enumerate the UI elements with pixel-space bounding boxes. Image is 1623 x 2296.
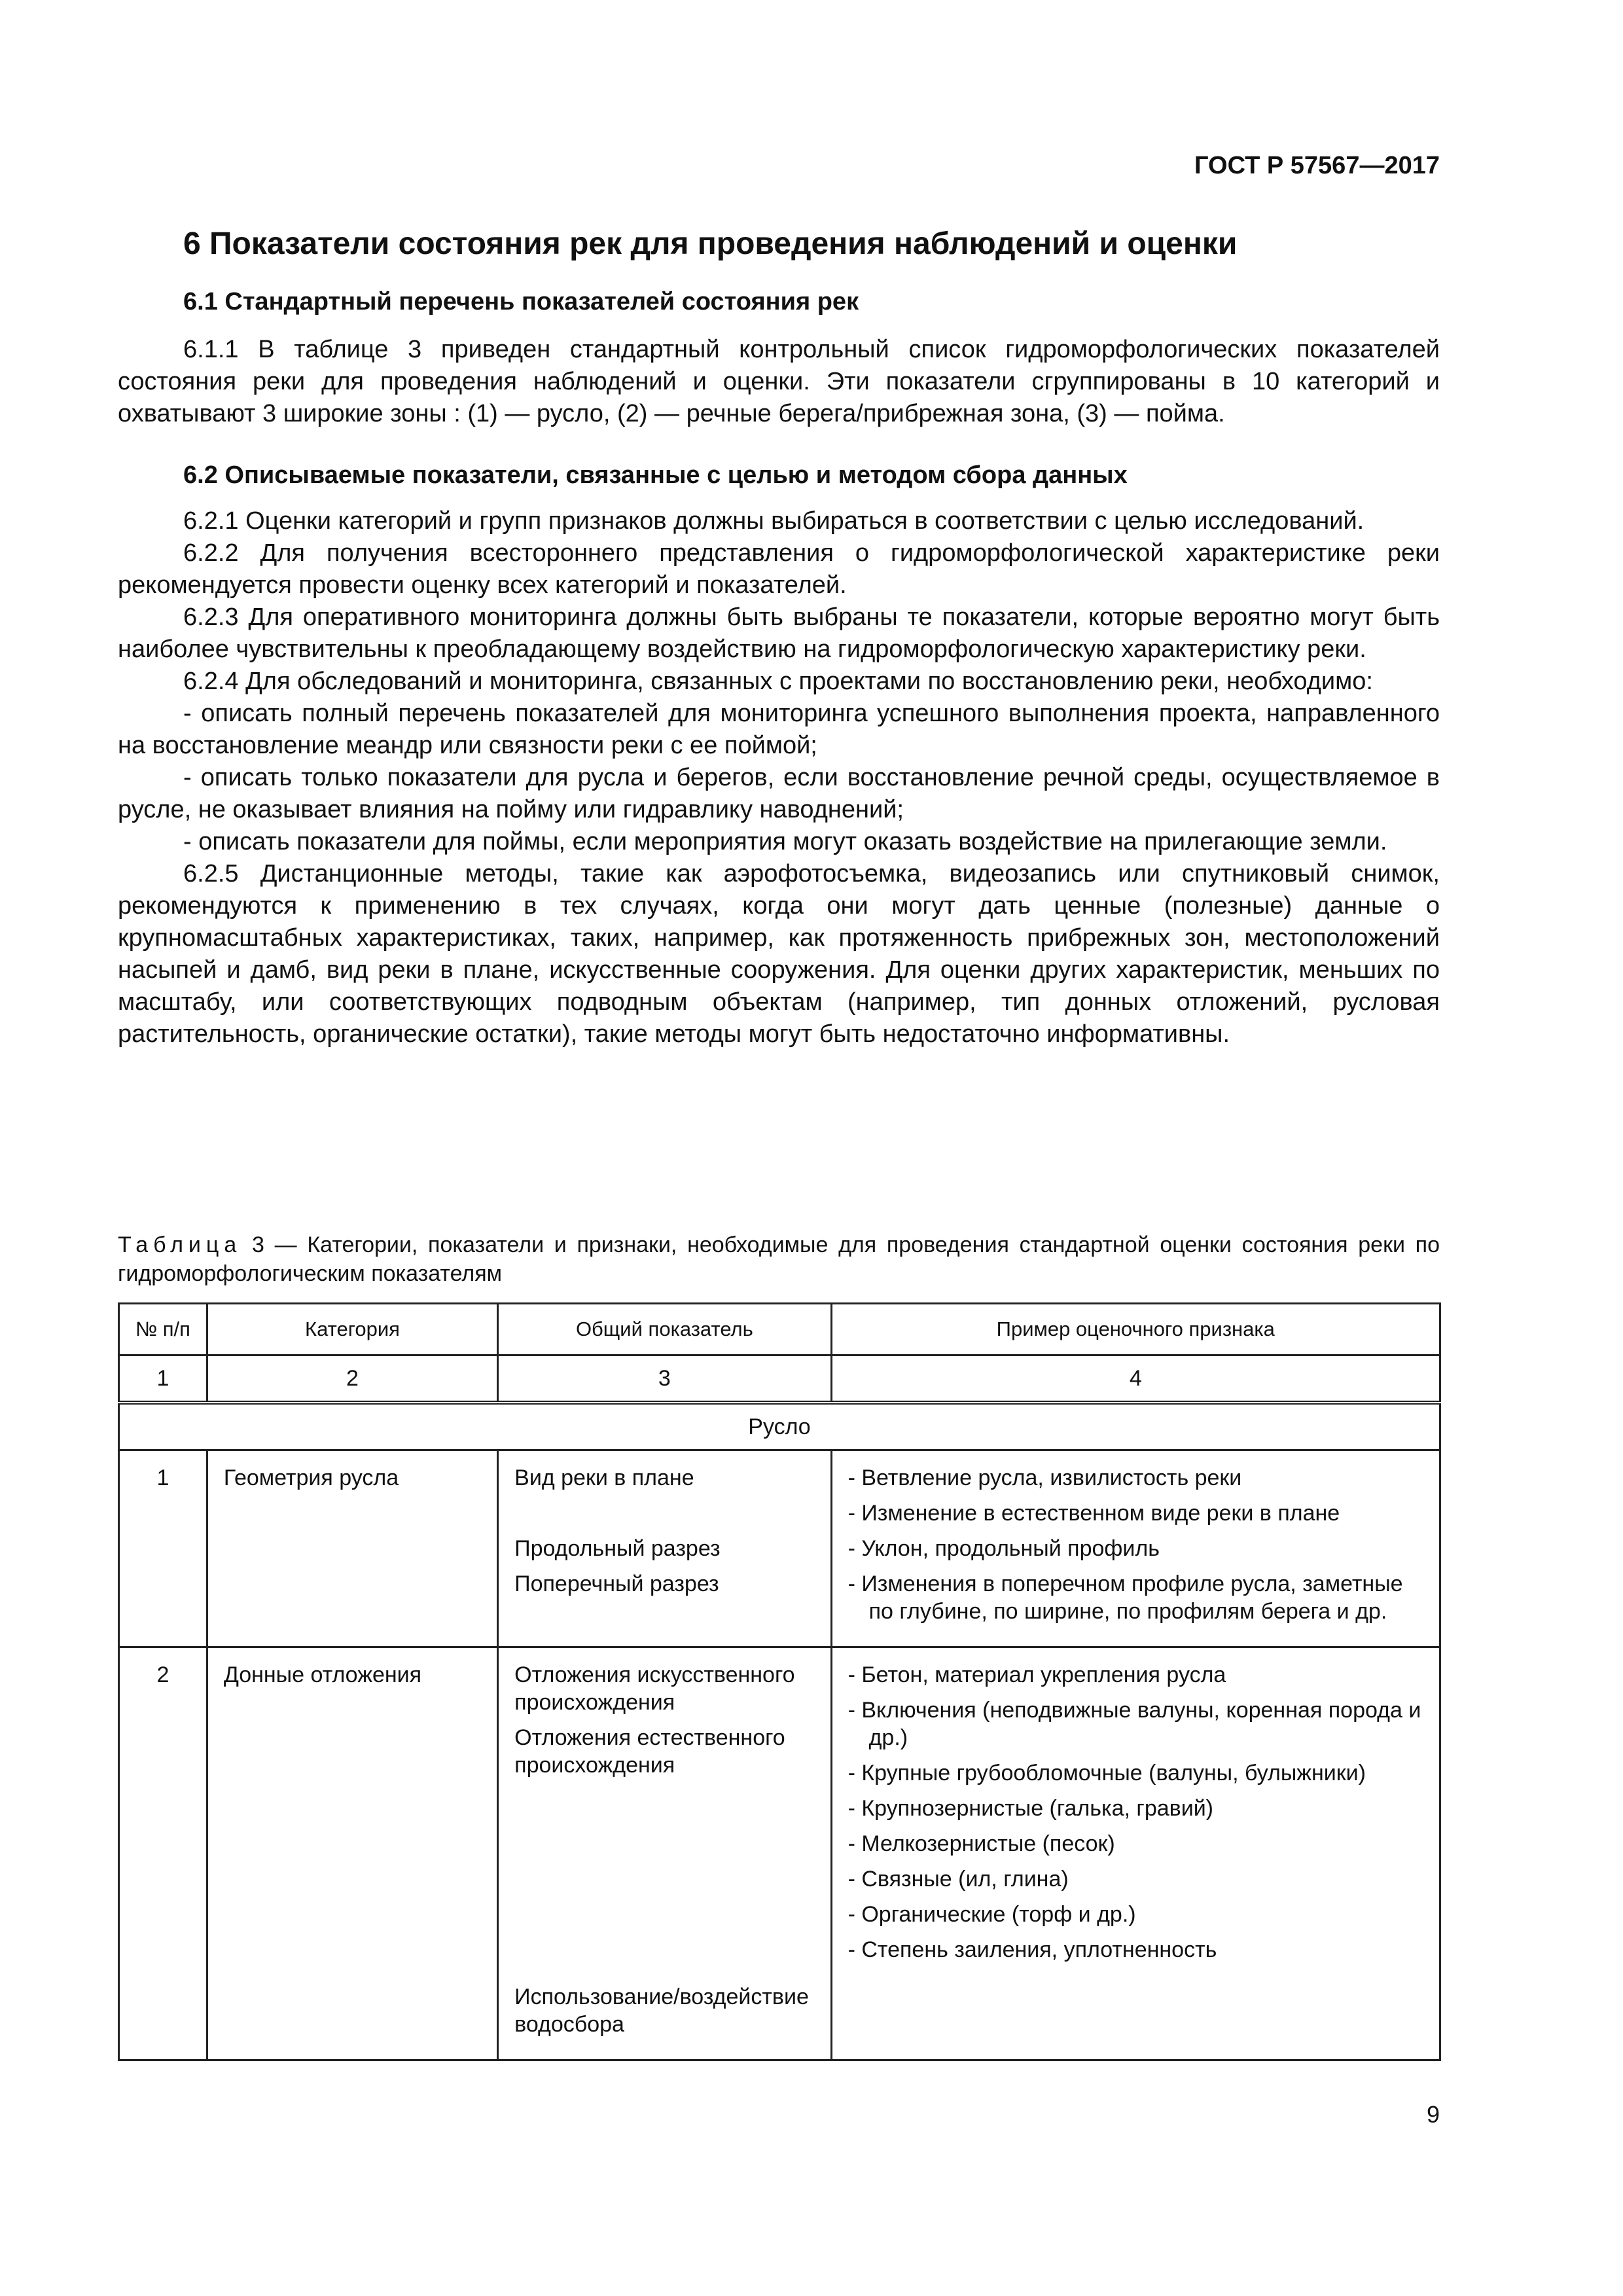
column-header: Пример оценочного признака — [831, 1304, 1440, 1355]
paragraph-6-2-1: 6.2.1 Оценки категорий и групп признаков должны выбираться в соответствии с целью исследований. — [183, 507, 1364, 535]
indicator-spacer — [514, 1787, 814, 1983]
paragraph-6-2-4: 6.2.4 Для обследований и мониторинга, связанных с проектами по восстановлению реки, необходимо: — [183, 668, 1373, 695]
table-caption — [118, 1230, 1440, 1288]
feature: - Изменение в естественном виде реки в плане — [847, 1501, 1340, 1526]
paragraph-6-1-1: 6.1.1 В таблице 3 приведен стандартный контрольный список гидроморфологических показателей состояния реки для проведения наблюдений и оценки. Эти показатели сгруппированы в 10 категорий и охватывают 3 широкие зоны : (1) — русло, (2) — речные берега/прибрежная зона, (3) — пойма. — [118, 336, 1440, 427]
paragraph-6-2-3: 6.2.3 Для оперативного мониторинга должны быть выбраны те показатели, которые вероятно могут быть наиболее чувствительны к преобладающему воздействию на гидроморфологическую характеристику реки. — [118, 603, 1440, 663]
feature: - Органические (торф и др.) — [847, 1902, 1136, 1927]
indicator: Продольный разрез — [514, 1536, 721, 1561]
column-header: Категория — [207, 1304, 497, 1355]
row-features — [831, 1450, 1440, 1647]
subsection-title-6-1: 6.1 Стандартный перечень показателей состояния рек — [183, 288, 859, 315]
feature: - Степень заиления, уплотненность — [847, 1937, 1217, 1962]
row-number: 1 — [119, 1450, 207, 1647]
indicator-spacer — [514, 1499, 814, 1535]
list-item: - описать только показатели для русла и берегов, если восстановление речной среды, осуществляемое в русле, не оказывает влияния на пойму или гидравлику наводнений; — [118, 764, 1440, 823]
table-row — [119, 1450, 1440, 1647]
column-number: 2 — [207, 1355, 497, 1403]
feature: - Бетон, материал укрепления русла — [847, 1662, 1226, 1687]
column-header: № п/п — [119, 1304, 207, 1355]
column-header: Общий показатель — [498, 1304, 831, 1355]
section-label: Русло — [119, 1403, 1440, 1450]
indicator: Поперечный разрез — [514, 1571, 719, 1596]
indicator: Отложения естественного происхождения — [514, 1725, 785, 1778]
indicators-table — [118, 1302, 1441, 2061]
feature: - Крупные грубообломочные (валуны, булыжники) — [847, 1761, 1366, 1785]
feature: - Ветвление русла, извилистость реки — [847, 1465, 1242, 1490]
feature: - Крупнозернистые (галька, гравий) — [847, 1796, 1214, 1821]
table-header-row — [119, 1304, 1440, 1355]
page-number: 9 — [1426, 2101, 1440, 2128]
indicator: Использование/воздействие водосбора — [514, 1984, 809, 2037]
standard-code: ГОСТ Р 57567—2017 — [1194, 152, 1440, 179]
paragraph-6-2-2: 6.2.2 Для получения всестороннего представления о гидроморфологической характеристике реки рекомендуется провести оценку всех категорий и показателей. — [118, 539, 1440, 599]
subsection-title-6-2: 6.2 Описываемые показатели, связанные с целью и методом сбора данных — [183, 461, 1128, 489]
feature: - Мелкозернистые (песок) — [847, 1831, 1115, 1856]
column-number: 1 — [119, 1355, 207, 1403]
row-number: 2 — [119, 1647, 207, 2060]
table-caption-label: Таблица — [118, 1232, 242, 1257]
feature: - Связные (ил, глина) — [847, 1867, 1069, 1892]
feature: - Уклон, продольный профиль — [847, 1536, 1160, 1561]
table-caption-text: 3 — Категории, показатели и признаки, необходимые для проведения стандартной оценки состояния реки по гидроморфологическим показателям — [118, 1232, 1440, 1286]
subsection-6-2-body — [118, 505, 1440, 1050]
indicator: Вид реки в плане — [514, 1465, 694, 1490]
indicator: Отложения искусственного происхождения — [514, 1662, 795, 1715]
column-number: 4 — [831, 1355, 1440, 1403]
list-item: - описать показатели для поймы, если мероприятия могут оказать воздействие на прилегающие земли. — [183, 828, 1387, 855]
column-number-row — [119, 1355, 1440, 1403]
table-row — [119, 1647, 1440, 2060]
feature: - Изменения в поперечном профиле русла, заметные по глубине, по ширине, по профилям берега и др. — [847, 1571, 1403, 1624]
paragraph-6-2-5: 6.2.5 Дистанционные методы, такие как аэрофотосъемка, видеозапись или спутниковый снимок, рекомендуются к применению в тех случаях, когда они могут дать ценные (полезные) данные о крупномасштабных характеристиках, таких, например, как протяженность прибрежных зон, местоположений насыпей и дамб, вид реки в плане, искусственные сооружения. Для оценки других характеристик, меньших по масштабу, или соответствующих подводным объектам (например, тип донных отложений, русловая растительность, органические остатки), такие методы могут быть недостаточно информативны. — [118, 860, 1440, 1048]
row-features — [831, 1647, 1440, 2060]
list-item: - описать полный перечень показателей для мониторинга успешного выполнения проекта, направленного на восстановление меандр или связности реки с ее поймой; — [118, 700, 1440, 759]
row-indicators — [498, 1647, 831, 2060]
row-category: Донные отложения — [207, 1647, 497, 2060]
section-row — [119, 1403, 1440, 1450]
column-number: 3 — [498, 1355, 831, 1403]
feature: - Включения (неподвижные валуны, коренная порода и др.) — [847, 1698, 1421, 1750]
section-title: 6 Показатели состояния рек для проведения наблюдений и оценки — [183, 226, 1238, 261]
row-category: Геометрия русла — [207, 1450, 497, 1647]
row-indicators — [498, 1450, 831, 1647]
